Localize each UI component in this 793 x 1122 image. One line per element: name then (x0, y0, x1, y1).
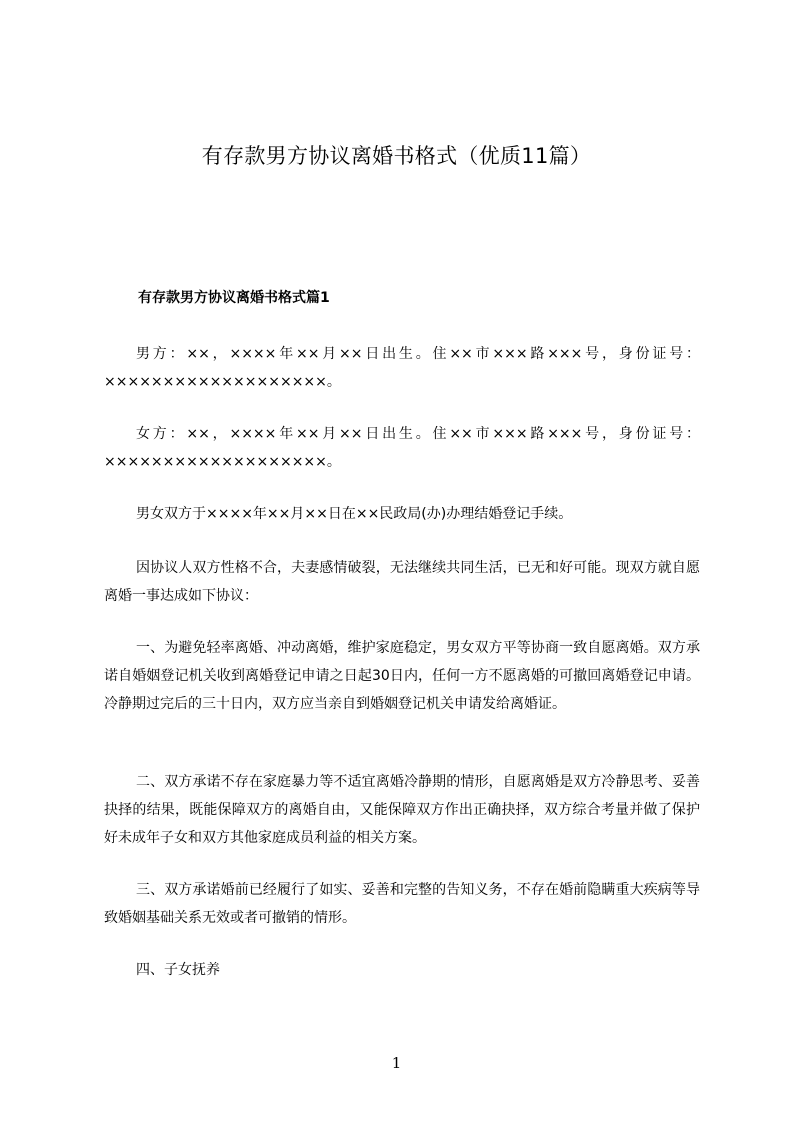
paragraph-clause-1: 一、为避免轻率离婚、冲动离婚，维护家庭稳定，男女双方平等协商一致自愿离婚。双方承诺自婚姻登记机关收到离婚登记申请之日起30日内，任何一方不愿离婚的可撤回离婚登记申请。冷静期过完后的三十日内，双方应当亲自到婚姻登记机关申请发给离婚证。 (104, 640, 700, 712)
section-title: 有存款男方协议离婚书格式篇1 (138, 290, 330, 306)
paragraph-male-party: 男方：××，××××年××月××日出生。住××市×××路×××号，身份证号：×××××××××××××××××××。 (104, 346, 700, 390)
paragraph-clause-4-heading: 四、子女抚养 (136, 962, 220, 978)
paragraph-female-party: 女方：××，××××年××月××日出生。住××市×××路×××号，身份证号：×××××××××××××××××××。 (104, 426, 700, 470)
document-title: 有存款男方协议离婚书格式（优质11篇） (201, 144, 592, 168)
paragraph-clause-3: 三、双方承诺婚前已经履行了如实、妥善和完整的告知义务，不存在婚前隐瞒重大疾病等导致婚姻基础关系无效或者可撤销的情形。 (104, 882, 700, 926)
page-number: 1 (391, 1054, 402, 1072)
paragraph-divorce-reason: 因协议人双方性格不合，夫妻感情破裂，无法继续共同生活，已无和好可能。现双方就自愿离婚一事达成如下协议： (104, 560, 700, 604)
paragraph-marriage-registration: 男女双方于××××年××月××日在××民政局(办)办理结婚登记手续。 (136, 506, 573, 522)
paragraph-clause-2: 二、双方承诺不存在家庭暴力等不适宜离婚冷静期的情形，自愿离婚是双方冷静思考、妥善抉择的结果，既能保障双方的离婚自由，又能保障双方作出正确抉择，双方综合考量并做了保护好未成年子女和双方其他家庭成员利益的相关方案。 (104, 774, 700, 846)
